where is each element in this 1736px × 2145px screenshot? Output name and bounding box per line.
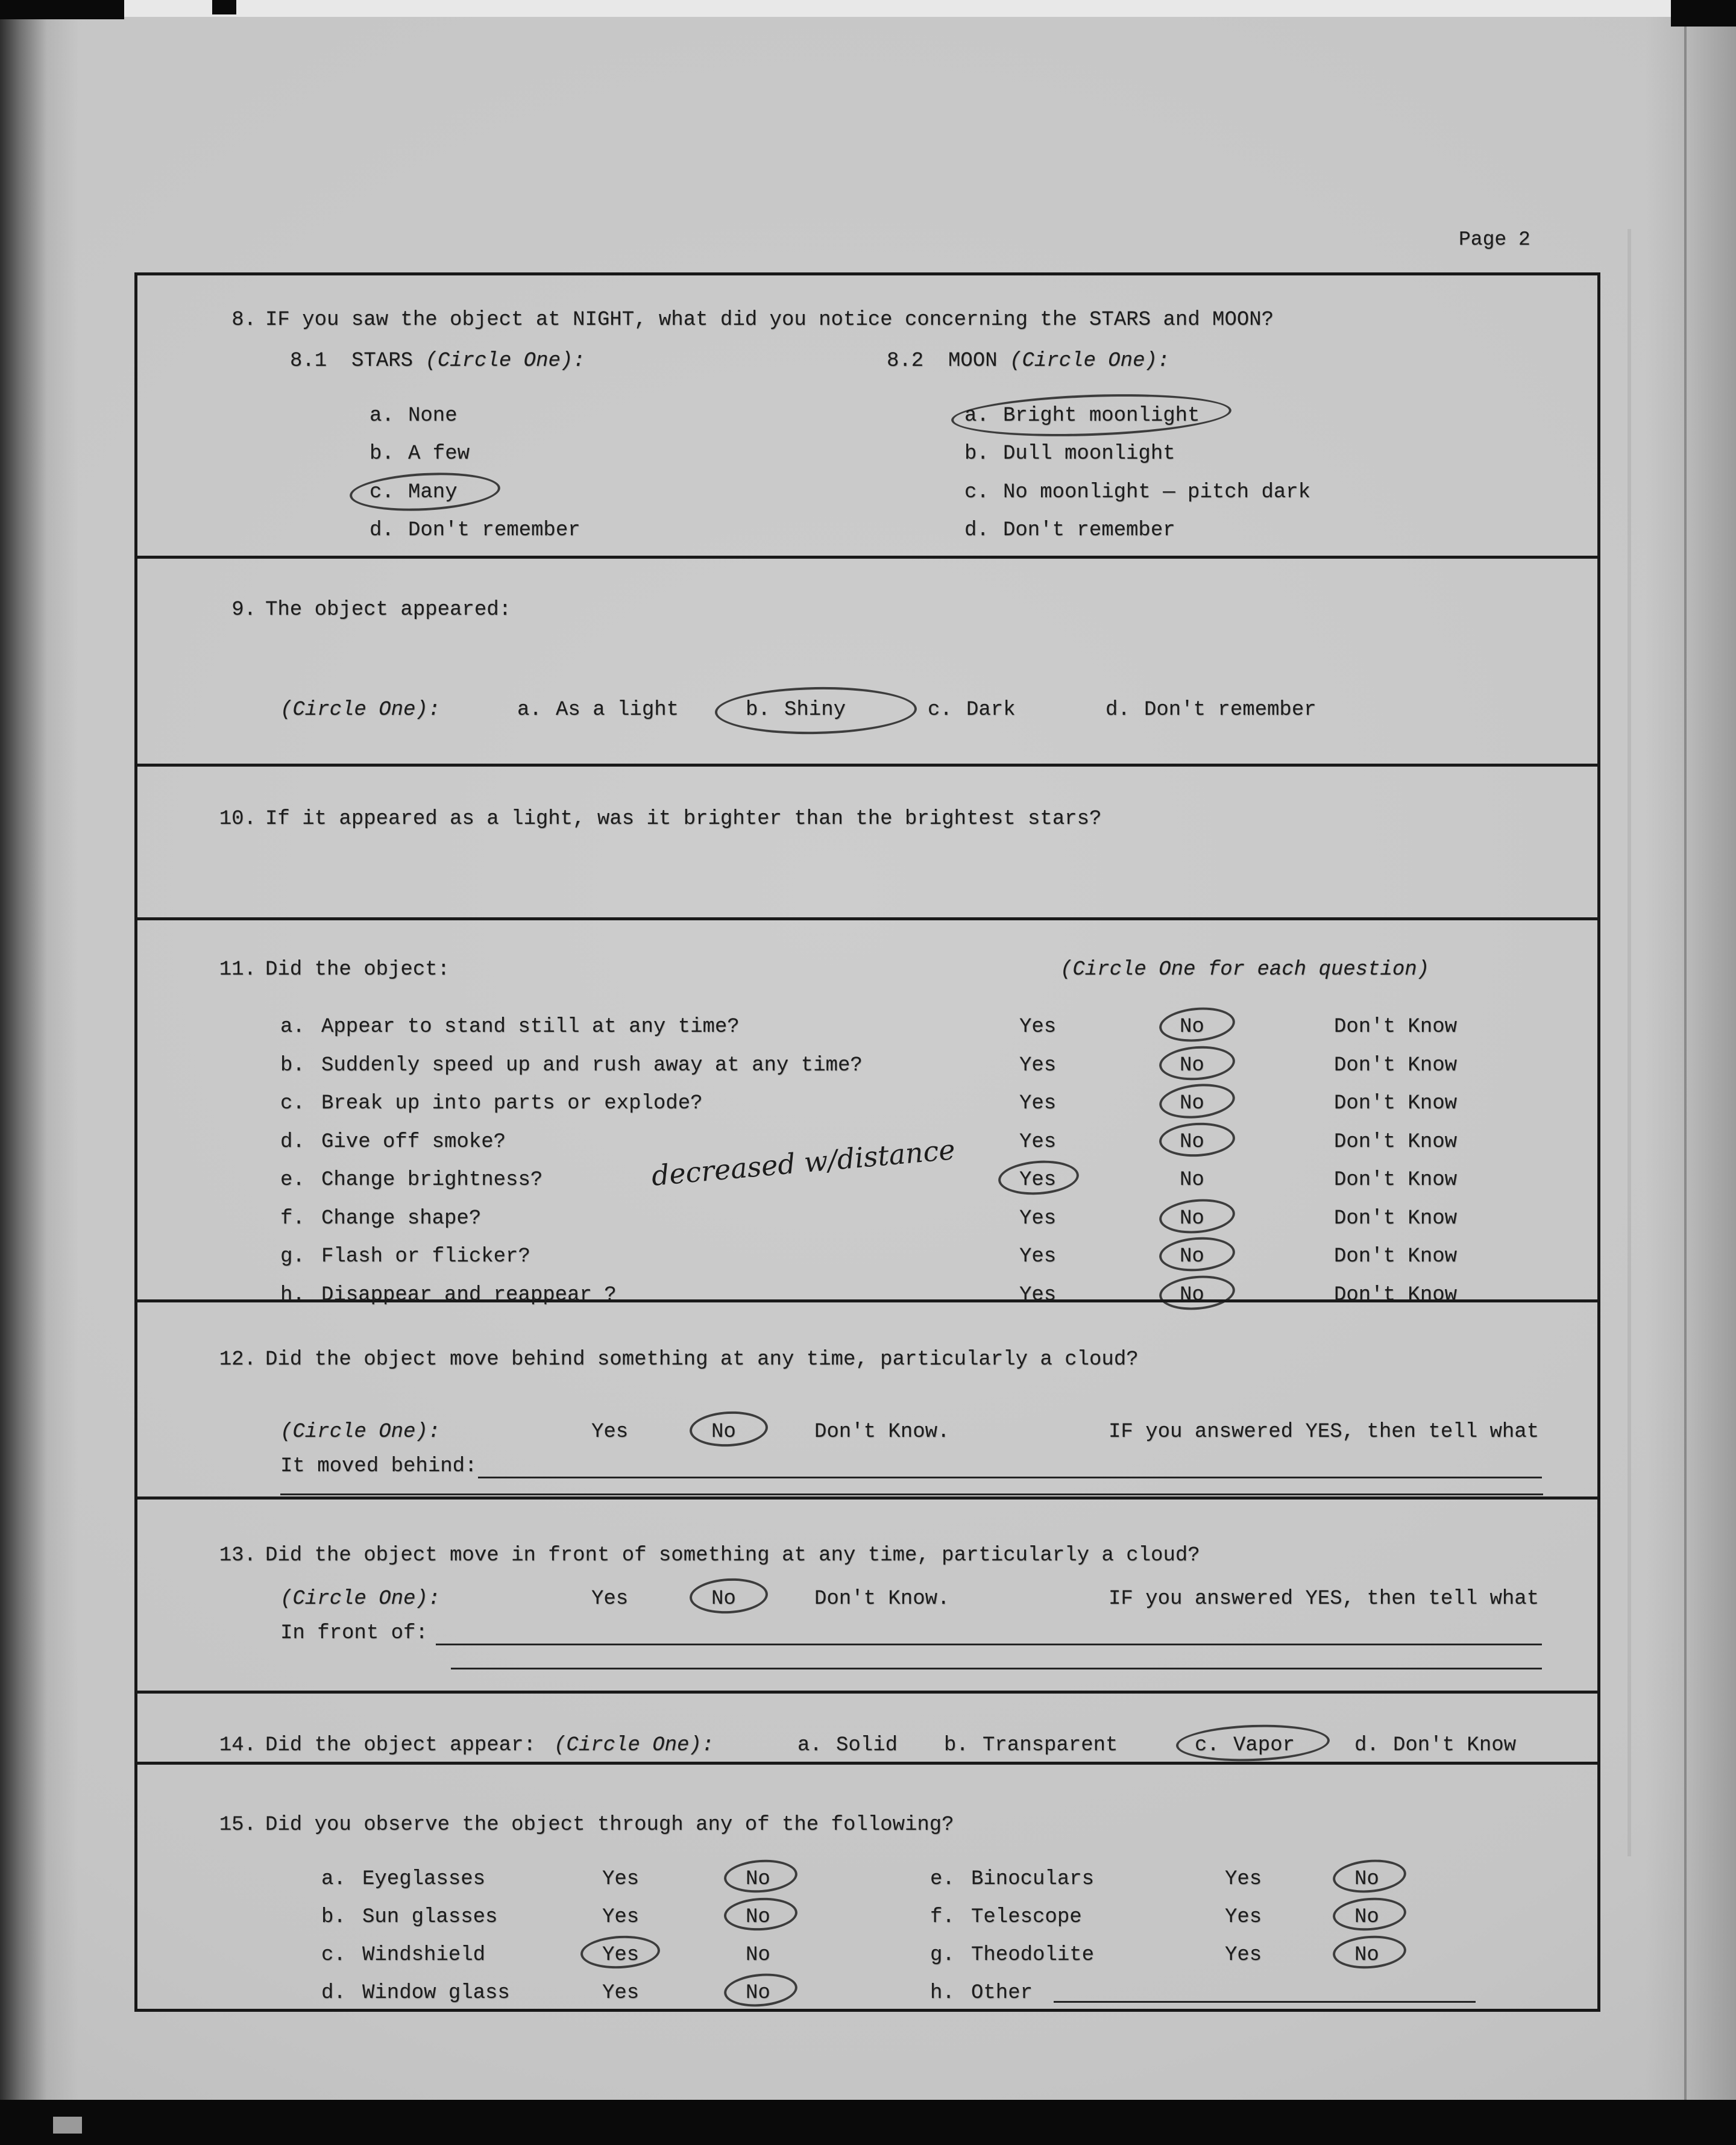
no-option: No — [711, 1588, 736, 1610]
row-letter: c. — [321, 1944, 346, 1967]
section-q12 — [137, 1302, 1597, 1500]
question-text: Did the object appear: — [265, 1734, 536, 1757]
page-right-shadow — [1646, 17, 1736, 2100]
answer-circle-no — [689, 1410, 769, 1449]
yes-option: Yes — [602, 1982, 640, 2005]
option-letter: d. — [1354, 1734, 1379, 1757]
section-q14 — [137, 1694, 1597, 1765]
row-letter: b. — [321, 1906, 346, 1929]
answer-circle-bright-moonlight — [951, 390, 1232, 441]
no-option: No — [746, 1868, 770, 1891]
answer-circle-no — [1158, 1044, 1236, 1083]
option-label: Don't Know — [1393, 1734, 1517, 1757]
question-text: The object appeared: — [265, 598, 512, 621]
option-letter: b. — [746, 699, 770, 721]
fill-in-blank-line — [478, 1477, 1542, 1478]
moon-heading-text: 8.2 MOON — [887, 350, 1010, 372]
yes-option: Yes — [602, 1868, 640, 1891]
section-q10 — [137, 767, 1597, 920]
answer-circle-yes — [580, 1934, 661, 1971]
answer-circle-no — [1158, 1196, 1236, 1237]
section-q15 — [137, 1765, 1597, 2009]
question-text: Did the object move behind something at any time, particularly a cloud? — [265, 1348, 1139, 1371]
option-label: As a light — [556, 699, 679, 721]
dont-know-option: Don't Know — [1334, 1207, 1458, 1230]
dont-know-option: Don't Know — [1334, 1284, 1458, 1307]
row-letter: f. — [930, 1906, 955, 1929]
scan-streak-artifact — [1628, 229, 1631, 1856]
row-question: Break up into parts or explode? — [321, 1092, 703, 1115]
row-letter: c. — [280, 1092, 305, 1115]
no-option: No — [1180, 1054, 1204, 1077]
row-label: Theodolite — [971, 1944, 1095, 1967]
circle-one-note: (Circle One): — [280, 1588, 441, 1610]
answer-circle-yes — [997, 1158, 1080, 1197]
dont-know-option: Don't Know — [1334, 1131, 1458, 1154]
no-option: No — [1180, 1092, 1204, 1115]
star-option-b — [370, 442, 470, 466]
no-option: No — [1180, 1169, 1204, 1192]
q14-option-b — [944, 1733, 1118, 1757]
option-label: Transparent — [983, 1734, 1118, 1757]
answer-circle-no — [1332, 1857, 1407, 1895]
moon-option-b — [964, 442, 1175, 466]
q11-row-a — [137, 1015, 1597, 1039]
option-label: Shiny — [784, 699, 846, 721]
section-q8 — [137, 275, 1597, 559]
yes-option: Yes — [591, 1588, 629, 1610]
answer-circle-no — [1332, 1933, 1407, 1971]
yes-option: Yes — [1019, 1284, 1057, 1307]
question-text: Did the object: — [265, 958, 450, 981]
row-letter: e. — [280, 1169, 305, 1192]
option-letter: d. — [370, 519, 394, 542]
row-letter: f. — [280, 1207, 305, 1230]
star-option-a — [370, 404, 458, 428]
yes-option: Yes — [1019, 1054, 1057, 1077]
row-letter: g. — [280, 1245, 305, 1268]
option-letter: a. — [964, 404, 989, 427]
fill-in-blank-line — [451, 1668, 1542, 1669]
row-question: Suddenly speed up and rush away at any time? — [321, 1054, 863, 1077]
answer-circle-no — [723, 1971, 799, 2009]
row-letter: a. — [280, 1016, 305, 1038]
option-letter: c. — [370, 481, 394, 504]
question-number: 14. — [219, 1734, 256, 1757]
row-question: Disappear and reappear ? — [321, 1284, 617, 1307]
circle-one-note: (Circle One): — [280, 1421, 441, 1443]
question-text: Did you observe the object through any of the following? — [265, 1814, 954, 1836]
answer-circle-no — [1332, 1895, 1407, 1933]
answer-circle-no — [1159, 1121, 1236, 1159]
option-label: Vapor — [1233, 1734, 1295, 1757]
q9-option-c — [928, 698, 1016, 722]
no-option: No — [1180, 1207, 1204, 1230]
row-label: Eyeglasses — [362, 1868, 486, 1891]
no-option: No — [1354, 1944, 1379, 1967]
q9-option-a — [517, 698, 679, 722]
moon-heading — [887, 349, 1169, 373]
yes-option: Yes — [602, 1906, 640, 1929]
q11-row-f — [137, 1207, 1597, 1231]
q14-option-a — [797, 1733, 898, 1757]
option-label: Solid — [836, 1734, 898, 1757]
yes-option: Yes — [1019, 1016, 1057, 1038]
no-option: No — [1180, 1245, 1204, 1268]
row-letter: a. — [321, 1868, 346, 1891]
scan-bottom-notch — [53, 2117, 82, 2134]
row-letter: e. — [930, 1868, 955, 1891]
row-label: Binoculars — [971, 1868, 1095, 1891]
dont-know-option: Don't Know — [1334, 1092, 1458, 1115]
question-text: IF you saw the object at NIGHT, what did you notice concerning the STARS and MOON? — [265, 309, 1274, 331]
circle-one-note: (Circle One for each question) — [1060, 958, 1430, 981]
if-yes-note: IF you answered YES, then tell what — [1109, 1588, 1539, 1610]
answer-circle-no — [723, 1858, 798, 1895]
scan-top-strip — [0, 0, 1736, 17]
option-letter: b. — [964, 442, 989, 465]
question-text: If it appeared as a light, was it brighter than the brightest stars? — [265, 808, 1102, 831]
answer-circle-no — [1158, 1005, 1236, 1045]
row-question: Appear to stand still at any time? — [321, 1016, 740, 1038]
row-letter: d. — [321, 1982, 346, 2005]
moon-option-c — [964, 480, 1310, 504]
yes-option: Yes — [1019, 1169, 1057, 1192]
row-label: Telescope — [971, 1906, 1082, 1929]
no-option: No — [1180, 1284, 1204, 1307]
moon-option-d — [964, 518, 1175, 542]
scan-bottom-bar — [0, 2100, 1736, 2145]
option-label: None — [408, 404, 458, 427]
yes-option: Yes — [1019, 1092, 1057, 1115]
q11-row-b — [137, 1054, 1597, 1078]
section-q11 — [137, 920, 1597, 1307]
option-letter: c. — [928, 699, 952, 721]
row-letter: b. — [280, 1054, 305, 1077]
answer-circle-no — [1157, 1081, 1236, 1122]
page-left-shadow — [0, 17, 78, 2100]
section-q9 — [137, 559, 1597, 767]
answer-circle-no — [1158, 1235, 1236, 1274]
answer-circle-no — [723, 1896, 799, 1932]
option-label: Dull moonlight — [1003, 442, 1175, 465]
yes-option: Yes — [1019, 1207, 1057, 1230]
option-label: No moonlight — pitch dark — [1003, 481, 1311, 504]
option-letter: a. — [517, 699, 542, 721]
option-letter: a. — [797, 1734, 822, 1757]
handwritten-note: decreased w/distance — [650, 1133, 957, 1192]
scan-artifact-top-right — [1671, 0, 1736, 27]
no-option: No — [746, 1982, 770, 2005]
q11-row-c — [137, 1091, 1597, 1116]
stars-heading — [290, 349, 585, 373]
row-question: Give off smoke? — [321, 1131, 506, 1154]
option-letter: b. — [370, 442, 394, 465]
yes-option: Yes — [591, 1421, 629, 1443]
answer-circle-many — [349, 470, 502, 515]
row-label: Windshield — [362, 1944, 486, 1967]
dont-know-option: Don't Know. — [814, 1421, 950, 1443]
q15-row-b-f — [137, 1905, 1597, 1929]
row-letter: h. — [930, 1982, 955, 2005]
option-label: Many — [408, 481, 458, 504]
star-option-d — [370, 518, 580, 542]
dont-know-option: Don't Know — [1334, 1016, 1458, 1038]
q9-option-d — [1105, 698, 1316, 722]
dont-know-option: Don't Know. — [814, 1588, 950, 1610]
section-q13 — [137, 1500, 1597, 1694]
q14-option-d — [1354, 1733, 1516, 1757]
row-letter: g. — [930, 1944, 955, 1967]
circle-one-note: (Circle One): — [425, 350, 585, 372]
q15-row-a-e — [137, 1867, 1597, 1891]
no-option: No — [1180, 1016, 1204, 1038]
q15-row-d-h — [137, 1981, 1597, 2005]
question-number: 11. — [219, 958, 256, 981]
row-letter: d. — [280, 1131, 305, 1154]
yes-option: Yes — [1019, 1245, 1057, 1268]
no-option: No — [746, 1906, 770, 1929]
option-letter: c. — [1195, 1734, 1219, 1757]
question-number: 8. — [231, 309, 256, 331]
answer-circle-no — [689, 1577, 769, 1616]
stars-heading-text: 8.1 STARS — [290, 350, 426, 372]
yes-option: Yes — [1225, 1906, 1262, 1929]
q11-row-g — [137, 1245, 1597, 1269]
q15-row-c-g — [137, 1943, 1597, 1967]
option-label: Dark — [966, 699, 1016, 721]
dont-know-option: Don't Know — [1334, 1054, 1458, 1077]
yes-option: Yes — [602, 1944, 640, 1967]
paper-edge-line — [1684, 17, 1687, 2100]
fill-in-blank-line — [1054, 2001, 1476, 2003]
no-option: No — [1180, 1131, 1204, 1154]
option-label: Don't remember — [1144, 699, 1316, 721]
yes-option: Yes — [1225, 1944, 1262, 1967]
option-label: A few — [408, 442, 470, 465]
yes-option: Yes — [1225, 1868, 1262, 1891]
page-number: Page 2 — [1459, 228, 1530, 251]
question-number: 15. — [219, 1814, 256, 1836]
questionnaire-form — [134, 272, 1600, 2012]
answer-circle-vapor — [1175, 1723, 1330, 1764]
question-number: 10. — [219, 808, 256, 831]
option-letter: d. — [1105, 699, 1130, 721]
no-option: No — [1354, 1906, 1379, 1929]
row-question: Flash or flicker? — [321, 1245, 530, 1268]
row-question: Change shape? — [321, 1207, 482, 1230]
yes-option: Yes — [1019, 1131, 1057, 1154]
option-letter: b. — [944, 1734, 969, 1757]
option-letter: c. — [964, 481, 989, 504]
option-label: Don't remember — [1003, 519, 1175, 542]
fill-in-lead: In front of: — [280, 1622, 428, 1645]
circle-one-note: (Circle One): — [280, 699, 441, 721]
option-letter: a. — [370, 404, 394, 427]
question-number: 12. — [219, 1348, 256, 1371]
option-label: Don't remember — [408, 519, 580, 542]
row-question: Change brightness? — [321, 1169, 543, 1192]
row-label: Sun glasses — [362, 1906, 498, 1929]
row-label: Other — [971, 1982, 1033, 2005]
no-option: No — [711, 1421, 736, 1443]
scan-artifact-top-left — [0, 0, 124, 19]
option-letter: d. — [964, 519, 989, 542]
fill-in-lead: It moved behind: — [280, 1455, 477, 1478]
row-label: Window glass — [362, 1982, 510, 2005]
no-option: No — [746, 1944, 770, 1967]
row-letter: h. — [280, 1284, 305, 1307]
question-number: 9. — [231, 598, 256, 621]
option-label: Bright moonlight — [1003, 404, 1200, 427]
if-yes-note: IF you answered YES, then tell what — [1109, 1421, 1539, 1443]
fill-in-blank-line — [280, 1493, 1543, 1495]
dont-know-option: Don't Know — [1334, 1169, 1458, 1192]
no-option: No — [1354, 1868, 1379, 1891]
scan-artifact-top-middle — [212, 0, 236, 14]
fill-in-blank-line — [436, 1644, 1542, 1645]
circle-one-note: (Circle One): — [1010, 350, 1170, 372]
dont-know-option: Don't Know — [1334, 1245, 1458, 1268]
answer-circle-shiny — [714, 685, 917, 736]
circle-one-note: (Circle One): — [554, 1734, 714, 1757]
question-number: 13. — [219, 1544, 256, 1567]
question-text: Did the object move in front of something at any time, particularly a cloud? — [265, 1544, 1200, 1567]
